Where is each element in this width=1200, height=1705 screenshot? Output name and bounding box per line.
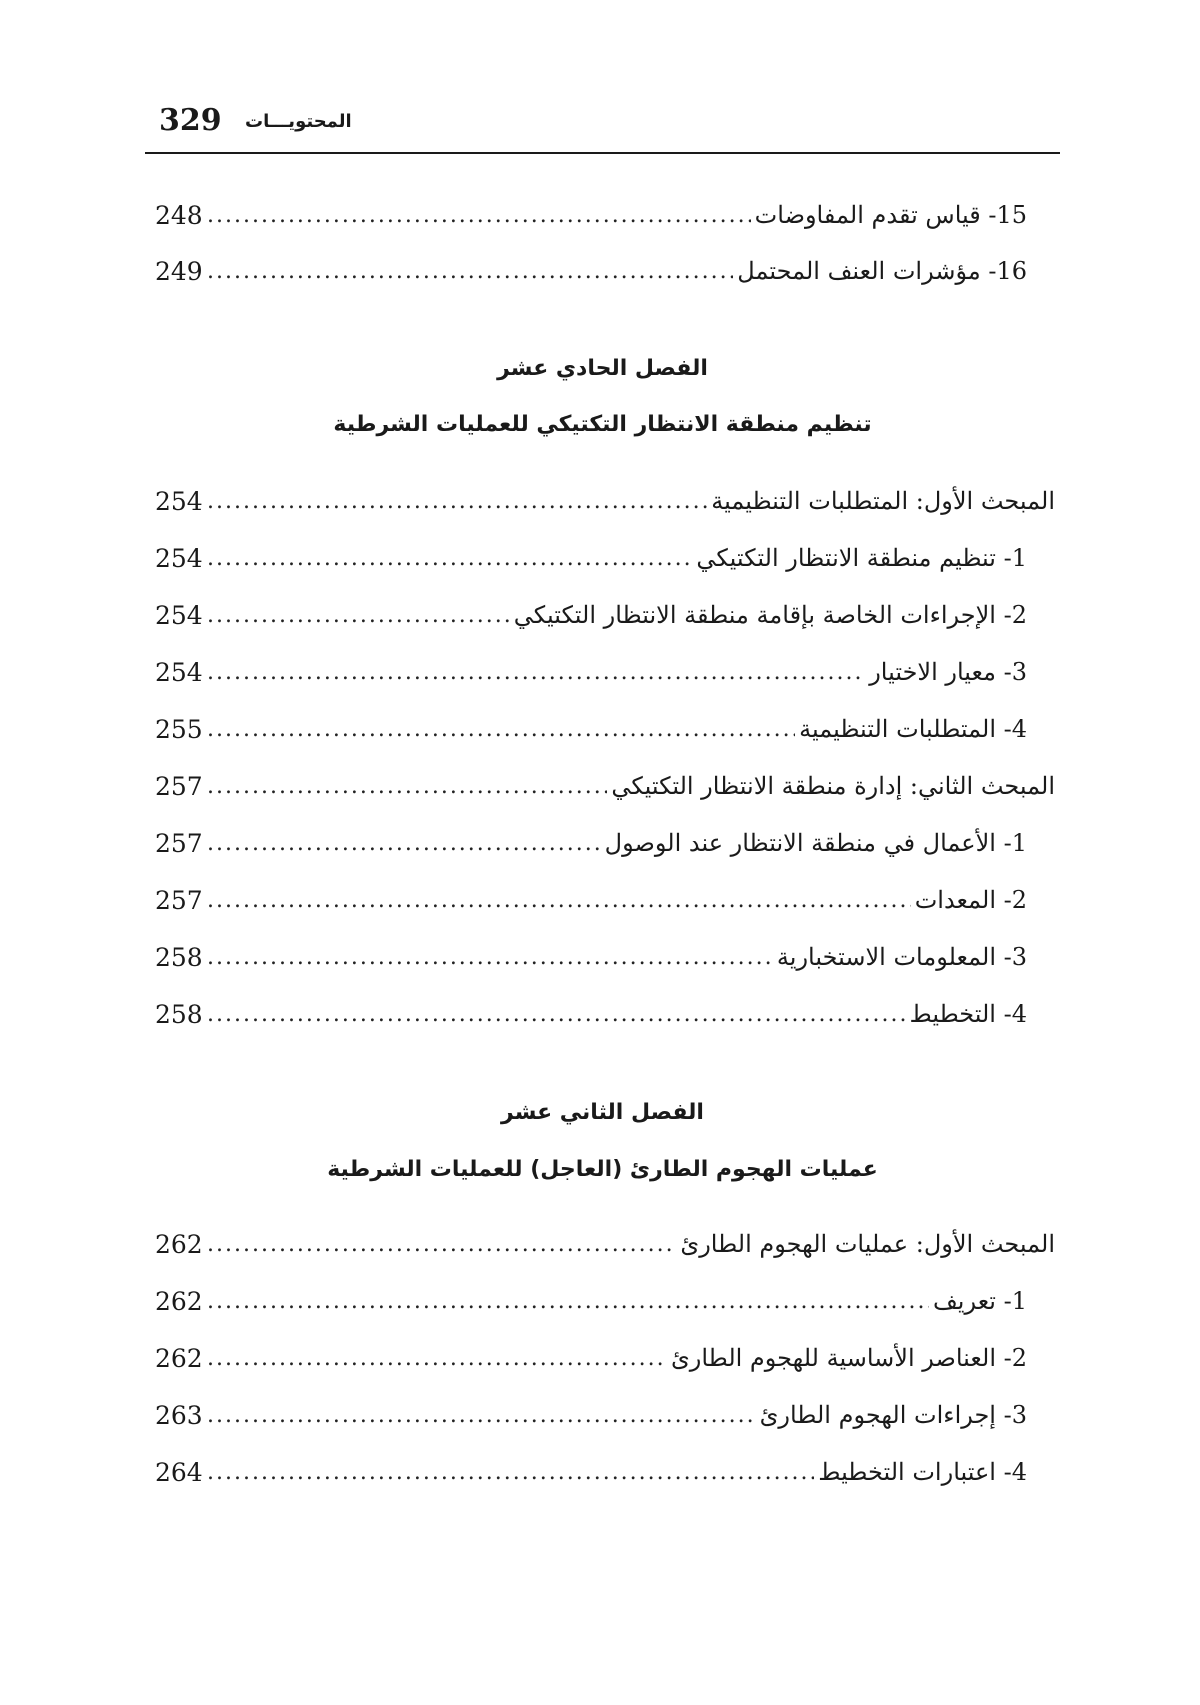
- running-title: المحتويـــات: [245, 111, 352, 132]
- toc-leader-dots: [207, 546, 692, 571]
- toc-entry-page: 254: [155, 657, 203, 687]
- chapter-number: الفصل الحادي عشر: [497, 356, 708, 381]
- toc-entry-label: المبحث الأول: عمليات الهجوم الطارئ: [680, 1230, 1055, 1258]
- toc-entry: [155, 649, 1055, 695]
- chapter-title: عمليات الهجوم الطارئ (العاجل) للعمليات الشرطية: [327, 1157, 878, 1182]
- toc-leader-dots: [207, 203, 751, 228]
- toc-entry: [155, 248, 1055, 294]
- toc-entry-label: 1- الأعمال في منطقة الانتظار عند الوصول: [604, 829, 1027, 857]
- toc-entry-page: 263: [155, 1400, 203, 1430]
- toc-leader-dots: [207, 1289, 929, 1314]
- toc-entry-page: 257: [155, 828, 203, 858]
- toc-entry-label: المبحث الثاني: إدارة منطقة الانتظار التكتيكي: [611, 772, 1055, 800]
- toc-entry-label: المبحث الأول: المتطلبات التنظيمية: [711, 487, 1055, 515]
- toc-entry-page: 249: [155, 256, 203, 286]
- chapter-number: الفصل الثاني عشر: [501, 1100, 704, 1125]
- toc-leader-dots: [207, 717, 795, 742]
- toc-leader-dots: [207, 259, 733, 284]
- toc-entry-page: 262: [155, 1343, 203, 1373]
- toc-leader-dots: [207, 1002, 906, 1027]
- toc-entry-page: 254: [155, 486, 203, 516]
- toc-entry-label: 1- تعريف: [932, 1287, 1027, 1315]
- toc-entry-label: 15- قياس تقدم المفاوضات: [754, 201, 1027, 229]
- toc-entry-label: 3- معيار الاختيار: [869, 658, 1027, 686]
- toc-entry-label: 2- المعدات: [914, 886, 1027, 914]
- toc-entry: [155, 1335, 1055, 1381]
- toc-leader-dots: [207, 1346, 667, 1371]
- toc-entry: [155, 1392, 1055, 1438]
- toc-entry-page: 264: [155, 1457, 203, 1487]
- toc-section: [155, 763, 1055, 809]
- toc-entry-page: 258: [155, 942, 203, 972]
- toc-entry-label: 2- الإجراءات الخاصة بإقامة منطقة الانتظار التكتيكي: [513, 601, 1027, 629]
- toc-entry-page: 258: [155, 999, 203, 1029]
- toc-leader-dots: [207, 489, 707, 514]
- toc-entry-label: 4- المتطلبات التنظيمية: [799, 715, 1027, 743]
- toc-leader-dots: [207, 660, 865, 685]
- toc-entry: [155, 877, 1055, 923]
- toc-leader-dots: [207, 1232, 676, 1257]
- toc-leader-dots: [207, 603, 510, 628]
- toc-entry-label: 4- التخطيط: [909, 1000, 1027, 1028]
- toc-entry-page: 262: [155, 1286, 203, 1316]
- toc-entry-label: 3- المعلومات الاستخبارية: [776, 943, 1027, 971]
- toc-entry-page: 248: [155, 200, 203, 230]
- toc-leader-dots: [207, 774, 607, 799]
- toc-section: [155, 1221, 1055, 1267]
- toc-entry-label: 1- تنظيم منطقة الانتظار التكتيكي: [696, 544, 1027, 572]
- toc-section: [155, 478, 1055, 524]
- toc-entry: [155, 192, 1055, 238]
- toc-leader-dots: [207, 1403, 756, 1428]
- toc-entry: [155, 820, 1055, 866]
- toc-leader-dots: [207, 831, 601, 856]
- page-number: 329: [159, 103, 222, 138]
- toc-entry: [155, 706, 1055, 752]
- toc-entry-page: 254: [155, 600, 203, 630]
- toc-entry: [155, 1449, 1055, 1495]
- toc-entry: [155, 592, 1055, 638]
- toc-leader-dots: [207, 888, 911, 913]
- toc-entry-page: 262: [155, 1229, 203, 1259]
- toc-entry-page: 257: [155, 885, 203, 915]
- toc-leader-dots: [207, 945, 773, 970]
- toc-entry: [155, 535, 1055, 581]
- chapter-title: تنظيم منطقة الانتظار التكتيكي للعمليات الشرطية: [333, 412, 872, 437]
- toc-entry: [155, 934, 1055, 980]
- toc-entry-label: 2- العناصر الأساسية للهجوم الطارئ: [670, 1344, 1027, 1372]
- page-header: [145, 95, 1060, 155]
- toc-entry: [155, 1278, 1055, 1324]
- toc-entry-page: 255: [155, 714, 203, 744]
- toc-entry-page: 257: [155, 771, 203, 801]
- toc-entry-page: 254: [155, 543, 203, 573]
- toc-entry-label: 4- اعتبارات التخطيط: [818, 1458, 1027, 1486]
- toc-entry: [155, 991, 1055, 1037]
- toc-entry-label: 3- إجراءات الهجوم الطارئ: [759, 1401, 1027, 1429]
- header-rule: [145, 152, 1060, 154]
- toc-leader-dots: [207, 1460, 814, 1485]
- toc-entry-label: 16- مؤشرات العنف المحتمل: [737, 257, 1027, 285]
